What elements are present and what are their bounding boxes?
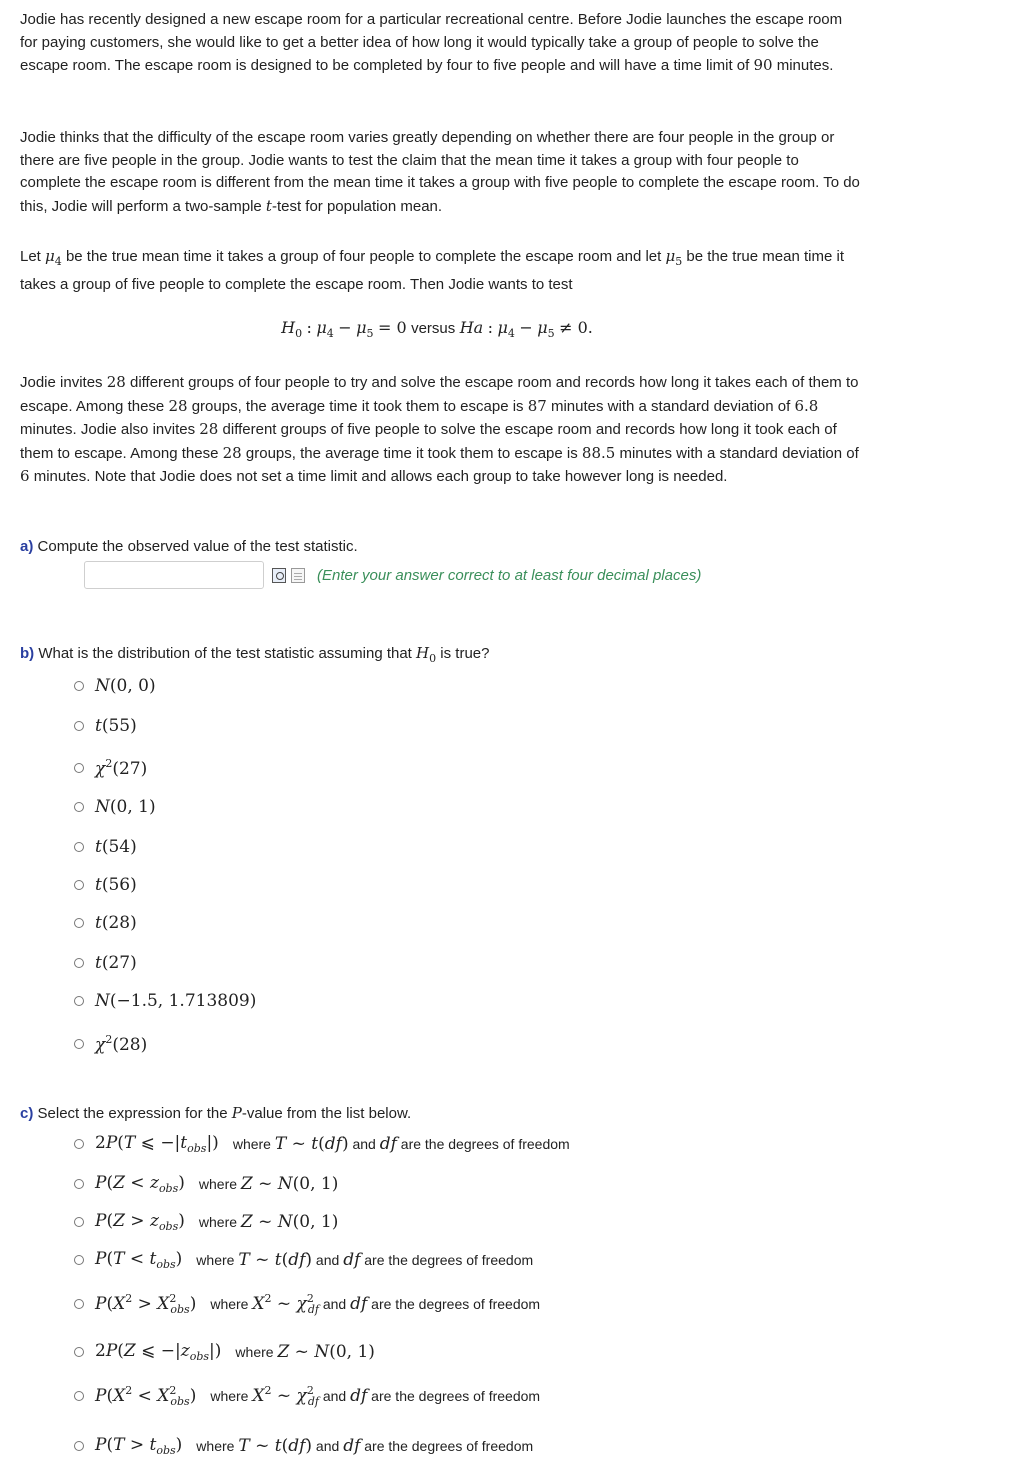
radio-button[interactable] xyxy=(74,1039,84,1049)
radio-button[interactable] xyxy=(74,721,84,731)
radio-button[interactable] xyxy=(74,1179,84,1189)
intro-paragraph-4: Jodie invites 28 different groups of four people to try and solve the escape room and records how long it takes each of them to escape. Among these 28 groups, the average time it took them to escape is 87 minutes with a standard deviation of 6.8 minutes. Jodie also invites 28 different groups of five people to solve the escape room and records how long it took each of them to escape. Among these 28 groups, the average time it took them to escape is 88.5 minutes with a standard deviation of 6 minutes. Note that Jodie does not set a time limit and allows each group to take however long is needed. xyxy=(20,373,859,485)
radio-button[interactable] xyxy=(74,1391,84,1401)
p-value-option[interactable]: $P(X^2 > X^2_{obs})$ where $X^2$ ~ $\chi^2_{df}$ and df are the degrees of freedom xyxy=(74,1291,540,1317)
test-statistic-answer-input[interactable] xyxy=(84,561,264,589)
intro-paragraph-3: Let $\mu_4$ be the true mean time it takes a group of four people to complete the escape room and let $\mu_5$ be the true mean time it takes a group of five people to complete the escape room. Then Jodie wants to test xyxy=(20,247,844,293)
p-value-option[interactable]: $P(X^2 < X^2_{obs})$ where $X^2$ ~ $\chi^2_{df}$ and df are the degrees of freedom xyxy=(74,1383,540,1409)
radio-button[interactable] xyxy=(74,918,84,928)
radio-button[interactable] xyxy=(74,681,84,691)
p-value-option[interactable]: 2P(T ⩽ $-|t_{obs}|$) where T ~ t(df) and df are the degrees of freedom xyxy=(74,1131,570,1157)
distribution-option[interactable]: t(28) xyxy=(74,910,137,936)
radio-button[interactable] xyxy=(74,958,84,968)
radio-button[interactable] xyxy=(74,842,84,852)
radio-button[interactable] xyxy=(74,996,84,1006)
radio-button[interactable] xyxy=(74,763,84,773)
p-value-option[interactable]: $P(T > t_{obs})$ where T ~ t(df) and df are the degrees of freedom xyxy=(74,1433,533,1459)
radio-button[interactable] xyxy=(74,1255,84,1265)
distribution-option[interactable]: t(56) xyxy=(74,872,137,898)
distribution-option[interactable]: $\chi^2(27)$ xyxy=(74,755,147,781)
radio-button[interactable] xyxy=(74,1139,84,1149)
distribution-option[interactable]: N(0, 0) xyxy=(74,673,156,699)
intro-paragraph-1: Jodie has recently designed a new escape room for a particular recreational centre. Before Jodie launches the escape room for paying customers, she would like to get a better idea of how long it would typically take a group of people to solve the escape room. The escape room is designed to be completed by four to five people and will have a time limit of 90 minutes. xyxy=(20,11,843,74)
radio-button[interactable] xyxy=(74,1347,84,1357)
p-value-option[interactable]: $P(Z > z_{obs})$ where Z ~ N(0, 1) xyxy=(74,1209,338,1235)
part-b-question: b) What is the distribution of the test statistic assuming that $H_0$ is true? xyxy=(20,644,490,665)
answer-hint: (Enter your answer correct to at least four decimal places) xyxy=(317,567,702,584)
distribution-option[interactable]: N(0, 1) xyxy=(74,794,156,820)
distribution-option[interactable]: N(−1.5, 1.713809) xyxy=(74,988,256,1014)
part-a-letter: a) xyxy=(20,538,34,555)
radio-button[interactable] xyxy=(74,1441,84,1451)
radio-button[interactable] xyxy=(74,1299,84,1309)
intro-paragraph-2: Jodie thinks that the difficulty of the escape room varies greatly depending on whether there are four people in the group or there are five people in the group. Jodie wants to test the claim that the mean time it takes a group with four people to complete the escape room is different from the mean time it takes a group with five people to complete the escape room. To do this, Jodie will perform a two-sample t-test for population mean. xyxy=(20,129,860,215)
part-c-question: c) Select the expression for the P-value from the list below. xyxy=(20,1104,412,1122)
distribution-option[interactable]: t(27) xyxy=(74,950,137,976)
p-value-option[interactable]: 2P(Z ⩽ $-|z_{obs}|$) where Z ~ N(0, 1) xyxy=(74,1339,375,1365)
hypothesis-statement: $H_0$ : $\mu_4 - \mu_5 = 0$ versus Ha : $\mu_4 - \mu_5 \ne 0$. xyxy=(281,318,593,340)
formula-sheet-icon[interactable] xyxy=(291,568,305,583)
distribution-option[interactable]: t(54) xyxy=(74,834,137,860)
radio-button[interactable] xyxy=(74,1217,84,1227)
distribution-option[interactable]: t(55) xyxy=(74,713,137,739)
calculator-icon[interactable] xyxy=(272,568,286,583)
part-c-letter: c) xyxy=(20,1105,34,1122)
part-b-letter: b) xyxy=(20,645,35,662)
p-value-option[interactable]: $P(T < t_{obs})$ where T ~ t(df) and df are the degrees of freedom xyxy=(74,1247,533,1273)
part-a-question: a) Compute the observed value of the test statistic. xyxy=(20,538,358,555)
p-value-option[interactable]: $P(Z < z_{obs})$ where Z ~ N(0, 1) xyxy=(74,1171,338,1197)
distribution-option[interactable]: $\chi^2(28)$ xyxy=(74,1031,147,1057)
radio-button[interactable] xyxy=(74,802,84,812)
radio-button[interactable] xyxy=(74,880,84,890)
